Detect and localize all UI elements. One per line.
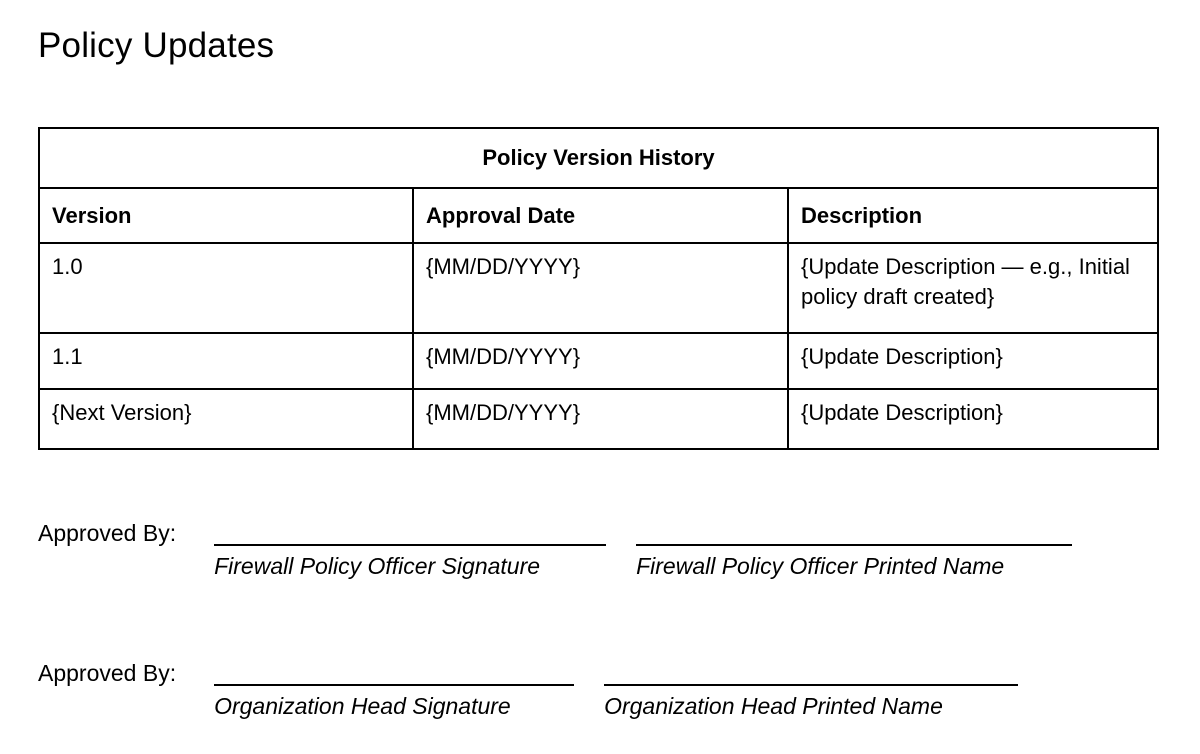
column-header-version: Version [39,188,413,243]
table-caption-row [39,128,1158,188]
version-cell: {Next Version} [39,389,413,449]
signature-line [214,520,606,546]
approved-by-label: Approved By: [38,520,177,546]
policy-version-history-table [38,127,1159,450]
table-row [39,389,1158,449]
version-cell: 1.1 [39,333,413,389]
column-header-description: Description [788,188,1158,243]
approval-block-organization-head [38,660,1018,720]
signature-field [214,660,574,720]
signature-caption: Firewall Policy Officer Signature [214,553,541,579]
approval-date-cell: {MM/DD/YYYY} [413,333,788,389]
description-cell: {Update Description} [788,333,1158,389]
printed-name-caption: Organization Head Printed Name [604,693,943,719]
approval-block-firewall-policy-officer [38,520,1072,580]
printed-name-caption: Firewall Policy Officer Printed Name [636,553,1005,579]
table-caption: Policy Version History [39,128,1158,188]
table-row [39,333,1158,389]
printed-name-field [604,660,1018,720]
table-row [39,243,1158,333]
signature-field [214,520,606,580]
table-header-row [39,188,1158,243]
approved-by-label: Approved By: [38,660,177,686]
description-cell: {Update Description — e.g., Initial policy draft created} [788,243,1158,333]
signature-caption: Organization Head Signature [214,693,511,719]
approval-date-cell: {MM/DD/YYYY} [413,389,788,449]
printed-name-line [636,520,1072,546]
printed-name-field [636,520,1072,580]
column-header-approval-date: Approval Date [413,188,788,243]
approval-date-cell: {MM/DD/YYYY} [413,243,788,333]
printed-name-line [604,660,1018,686]
page-title: Policy Updates [38,26,275,65]
description-cell: {Update Description} [788,389,1158,449]
version-cell: 1.0 [39,243,413,333]
signature-line [214,660,574,686]
